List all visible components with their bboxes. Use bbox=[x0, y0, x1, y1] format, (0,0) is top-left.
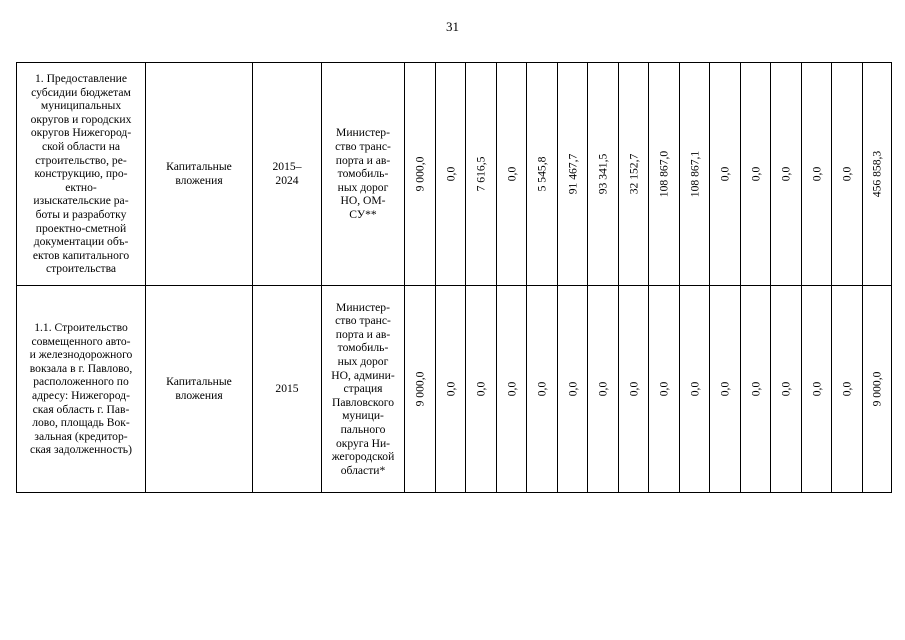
value-text: 9 000,0 bbox=[413, 156, 427, 192]
value-cell bbox=[558, 63, 588, 286]
table-row bbox=[17, 63, 892, 286]
value-cell bbox=[497, 286, 527, 493]
value-text: 9 000,0 bbox=[413, 371, 427, 407]
executor-cell: Министер- ство транс- порта и ав- томобиль- ных дорог НО, ОМ- СУ** bbox=[322, 63, 405, 286]
value-text: 91 467,7 bbox=[566, 153, 579, 195]
value-text: 9 000,0 bbox=[870, 371, 884, 407]
activity-name-cell: 1. Предоставление субсидии бюджетам муниципальных округов и городских округов Нижегород- ской области на строительство, ре- конструкцию, про- ектно- изыскательские ра- боты и разработку проектно-сметной документации объ- ектов капитального строительства bbox=[17, 63, 146, 286]
value-cell bbox=[863, 286, 892, 493]
budget-table bbox=[16, 62, 892, 493]
value-cell bbox=[405, 63, 436, 286]
value-text: 0,0 bbox=[596, 381, 610, 397]
value-text: 0,0 bbox=[505, 381, 518, 397]
value-cell bbox=[527, 286, 558, 493]
value-text: 0,0 bbox=[718, 381, 732, 397]
value-cell bbox=[619, 286, 649, 493]
value-text: 0,0 bbox=[474, 381, 488, 397]
value-cell bbox=[741, 286, 771, 493]
value-cell bbox=[588, 286, 619, 493]
expense-type-cell: Капитальные вложения bbox=[146, 63, 253, 286]
value-cell bbox=[436, 286, 466, 493]
value-cell bbox=[710, 63, 741, 286]
value-text: 0,0 bbox=[566, 381, 579, 397]
value-cell bbox=[466, 63, 497, 286]
executor-cell: Министер- ство транс- порта и ав- томобиль- ных дорог НО, админи- страция Павловского муници- пального округа Ни- жегородской области* bbox=[322, 286, 405, 493]
value-cell bbox=[466, 286, 497, 493]
value-text: 108 867,1 bbox=[688, 150, 701, 198]
table-row bbox=[17, 286, 892, 493]
value-text: 0,0 bbox=[505, 166, 518, 182]
value-cell bbox=[436, 63, 466, 286]
value-text: 0,0 bbox=[657, 381, 671, 397]
value-cell bbox=[741, 63, 771, 286]
value-text: 0,0 bbox=[535, 381, 549, 397]
value-cell bbox=[558, 286, 588, 493]
value-text: 0,0 bbox=[779, 166, 793, 182]
value-cell bbox=[802, 63, 832, 286]
value-cell bbox=[832, 286, 863, 493]
value-text: 7 616,5 bbox=[474, 156, 488, 192]
value-text: 32 152,7 bbox=[627, 153, 640, 195]
value-cell bbox=[649, 286, 680, 493]
value-cell bbox=[771, 63, 802, 286]
activity-name-cell: 1.1. Строительство совмещенного авто- и железнодорожного вокзала в г. Павлово, расположенного по адресу: Нижегород- ская область г. Пав- лово, площадь Вок- зальная (кредитор- ская задолженность) bbox=[17, 286, 146, 493]
value-cell bbox=[619, 63, 649, 286]
value-text: 0,0 bbox=[840, 166, 854, 182]
value-text: 0,0 bbox=[840, 381, 854, 397]
value-text: 0,0 bbox=[749, 166, 762, 182]
value-text: 0,0 bbox=[444, 166, 457, 182]
value-cell bbox=[405, 286, 436, 493]
value-text: 0,0 bbox=[810, 166, 823, 182]
value-cell bbox=[680, 286, 710, 493]
value-cell bbox=[497, 63, 527, 286]
page-number: 31 bbox=[446, 19, 459, 34]
value-text: 108 867,0 bbox=[657, 150, 671, 198]
period-cell: 2015– 2024 bbox=[253, 63, 322, 286]
value-cell bbox=[771, 286, 802, 493]
period-cell: 2015 bbox=[253, 286, 322, 493]
value-text: 0,0 bbox=[749, 381, 762, 397]
value-cell bbox=[649, 63, 680, 286]
value-text: 456 858,3 bbox=[870, 150, 884, 198]
value-cell bbox=[863, 63, 892, 286]
value-cell bbox=[832, 63, 863, 286]
value-text: 93 341,5 bbox=[596, 153, 610, 195]
value-text: 0,0 bbox=[444, 381, 457, 397]
value-cell bbox=[588, 63, 619, 286]
value-text: 0,0 bbox=[810, 381, 823, 397]
value-cell bbox=[710, 286, 741, 493]
value-text: 0,0 bbox=[779, 381, 793, 397]
expense-type-cell: Капитальные вложения bbox=[146, 286, 253, 493]
value-cell bbox=[680, 63, 710, 286]
value-text: 0,0 bbox=[627, 381, 640, 397]
value-cell bbox=[527, 63, 558, 286]
value-cell bbox=[802, 286, 832, 493]
value-text: 0,0 bbox=[718, 166, 732, 182]
value-text: 0,0 bbox=[688, 381, 701, 397]
value-text: 5 545,8 bbox=[535, 156, 549, 192]
